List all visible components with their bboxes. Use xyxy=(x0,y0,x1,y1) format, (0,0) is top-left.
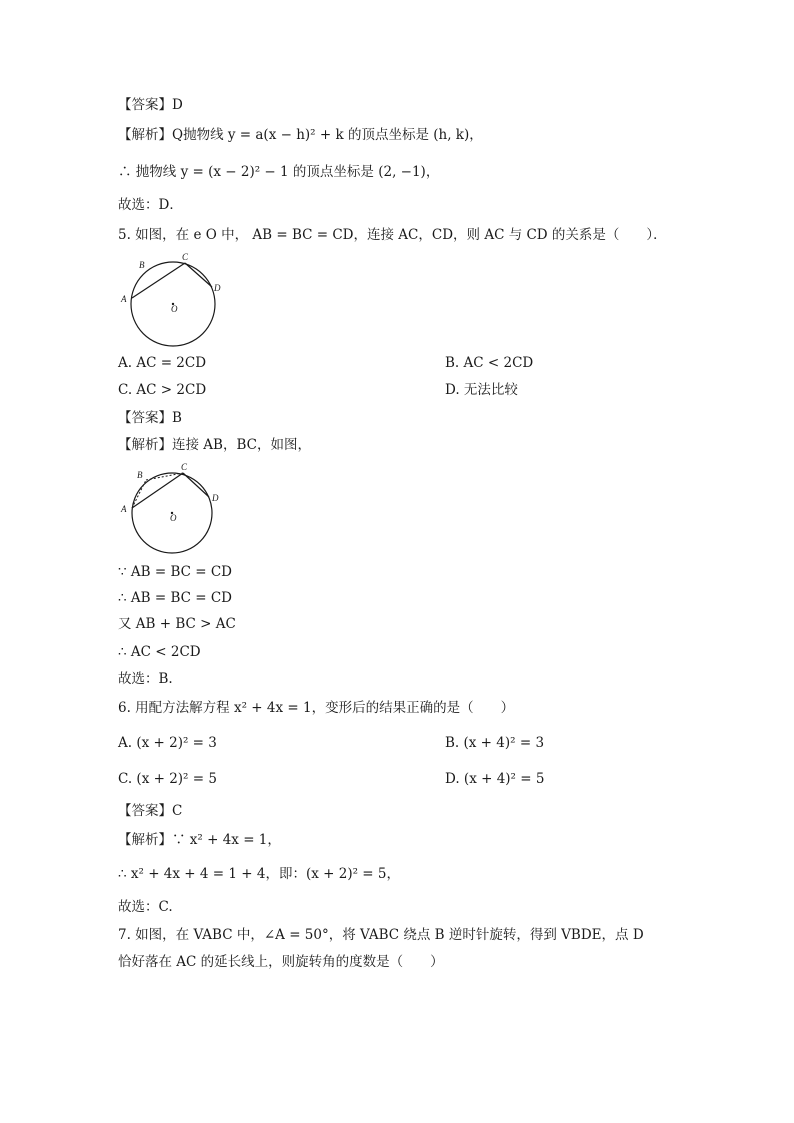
q6-answer: 【答案】C xyxy=(118,803,183,819)
q5-sol-label-d: D xyxy=(212,493,219,503)
q7-stem-line2: 恰好落在 AC 的延长线上，则旋转角的度数是（ ） xyxy=(118,954,444,970)
q5-option-a: A. AC = 2CD xyxy=(118,355,207,371)
q4-choose: 故选：D． xyxy=(118,197,183,213)
q5-label-b: B xyxy=(139,260,145,270)
q6-option-b: B. (x + 4)² = 3 xyxy=(445,735,545,751)
q5-label-d: D xyxy=(214,283,221,293)
q5-step-2: ∴ AB = BC = CD xyxy=(118,590,232,606)
q5-solution-figure xyxy=(118,460,228,556)
q5-label-o: O xyxy=(171,304,178,314)
q5-option-c: C. AC > 2CD xyxy=(118,382,207,398)
q5-step-1: ∵ AB = BC = CD xyxy=(118,564,232,580)
q5-circle-figure xyxy=(118,252,228,348)
q5-sol-label-c: C xyxy=(181,462,188,472)
q5-analysis: 【解析】连接 AB，BC，如图， xyxy=(118,437,311,453)
q6-option-a: A. (x + 2)² = 3 xyxy=(118,735,217,751)
q6-option-c: C. (x + 2)² = 5 xyxy=(118,771,217,787)
q6-option-d: D. (x + 4)² = 5 xyxy=(445,771,545,787)
q5-label-a: A xyxy=(121,294,127,304)
q5-option-b: B. AC < 2CD xyxy=(445,355,534,371)
q6-analysis: 【解析】∵ x² + 4x = 1， xyxy=(118,832,281,848)
q5-sol-label-a: A xyxy=(121,504,127,514)
q4-therefore: ∴ 抛物线 y = (x − 2)² − 1 的顶点坐标是 (2, −1)， xyxy=(118,164,440,180)
q5-step-4: ∴ AC < 2CD xyxy=(118,644,201,660)
q5-stem: 5. 如图，在 e O 中， AB = BC = CD，连接 AC，CD，则 AC 与 CD 的关系是（ ）． xyxy=(118,227,667,243)
q5-choose: 故选：B. xyxy=(118,671,173,687)
q6-therefore: ∴ x² + 4x + 4 = 1 + 4，即：(x + 2)² = 5， xyxy=(118,866,400,882)
q5-label-c: C xyxy=(182,252,189,262)
q6-stem: 6. 用配方法解方程 x² + 4x = 1，变形后的结果正确的是（ ） xyxy=(118,700,515,716)
q5-step-3: 又 AB + BC > AC xyxy=(118,616,236,632)
q5-option-d: D. 无法比较 xyxy=(445,382,518,398)
q5-answer: 【答案】B xyxy=(118,410,182,426)
q5-sol-label-o: O xyxy=(170,513,177,523)
q5-sol-label-b: B xyxy=(137,470,143,480)
q4-answer: 【答案】D xyxy=(118,97,183,113)
q6-choose: 故选：C. xyxy=(118,899,173,915)
q7-stem-line1: 7. 如图，在 VABC 中，∠A = 50°，将 VABC 绕点 B 逆时针旋转，得到 VBDE，点 D xyxy=(118,927,644,943)
q4-analysis: 【解析】Q抛物线 y = a(x − h)² + k 的顶点坐标是 (h, k)， xyxy=(118,127,483,143)
